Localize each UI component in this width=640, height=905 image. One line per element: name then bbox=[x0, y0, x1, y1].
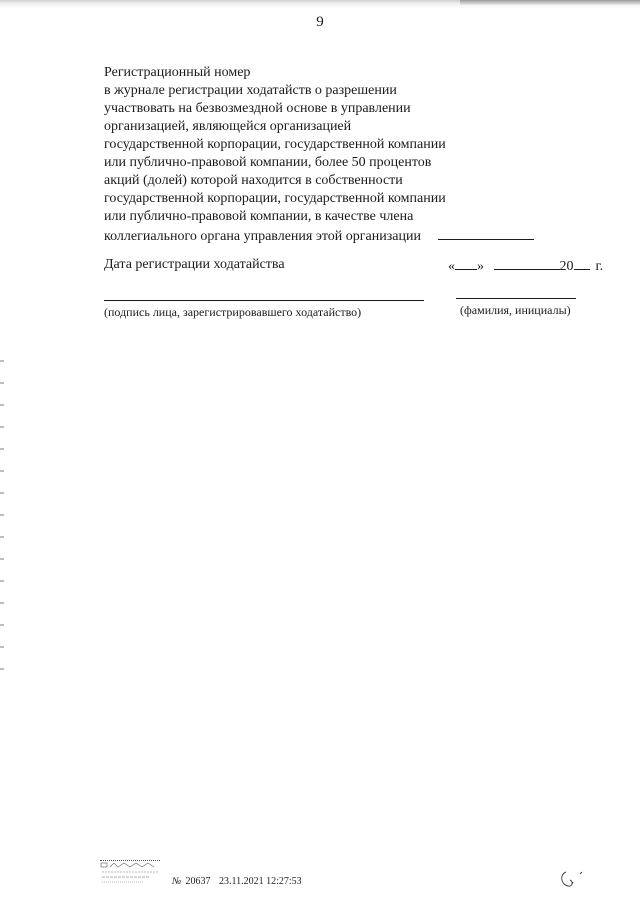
registration-line-6: или публично-правовой компании, более 50 процентов bbox=[104, 155, 432, 170]
registration-line-9: или публично-правовой компании, в качестве члена bbox=[104, 209, 414, 224]
month-field[interactable] bbox=[494, 256, 560, 270]
footer-registration bbox=[172, 876, 302, 887]
number-sign: № bbox=[172, 876, 182, 887]
year-prefix: 20 bbox=[559, 259, 574, 274]
date-label: Дата регистрации ходатайства bbox=[104, 257, 285, 272]
registration-line-1: Регистрационный номер bbox=[104, 65, 251, 80]
year-field[interactable] bbox=[574, 256, 590, 270]
registration-line-5: государственной корпорации, государственной компании bbox=[104, 137, 446, 152]
footer-timestamp: 23.11.2021 12:27:53 bbox=[218, 876, 302, 887]
day-field[interactable] bbox=[455, 256, 477, 270]
registration-stamp bbox=[100, 860, 160, 887]
scan-edge-dark bbox=[460, 0, 640, 6]
registration-line-4: организацией, являющейся организацией bbox=[104, 119, 352, 134]
registration-line-10-text: коллегиального органа управления этой организации bbox=[104, 229, 421, 244]
date-fields bbox=[448, 256, 603, 276]
name-line[interactable] bbox=[456, 298, 576, 299]
registration-line-2: в журнале регистрации ходатайств о разрешении bbox=[104, 83, 397, 98]
page-number: 9 bbox=[316, 14, 324, 30]
registration-text bbox=[104, 64, 584, 246]
registration-line-3: участвовать на безвозмездной основе в управлении bbox=[104, 101, 411, 116]
signature-line[interactable] bbox=[104, 300, 424, 301]
scribble-mark bbox=[558, 868, 588, 890]
registration-line-7: акций (долей) которой находится в собственности bbox=[104, 173, 403, 188]
signature-caption: (подпись лица, зарегистрировавшего ходатайство) bbox=[104, 305, 362, 319]
footer-doc-number: 20637 bbox=[185, 876, 211, 887]
registration-line-8: государственной корпорации, государственной компании bbox=[104, 191, 446, 206]
name-caption: (фамилия, инициалы) bbox=[460, 303, 571, 317]
stamp-graphic bbox=[100, 861, 160, 885]
registration-line-10 bbox=[104, 226, 584, 246]
margin-marks bbox=[0, 360, 4, 680]
registration-number-field[interactable] bbox=[438, 226, 534, 240]
open-quote: « bbox=[448, 259, 455, 274]
year-suffix: г. bbox=[595, 259, 604, 274]
close-quote: » bbox=[477, 259, 484, 274]
